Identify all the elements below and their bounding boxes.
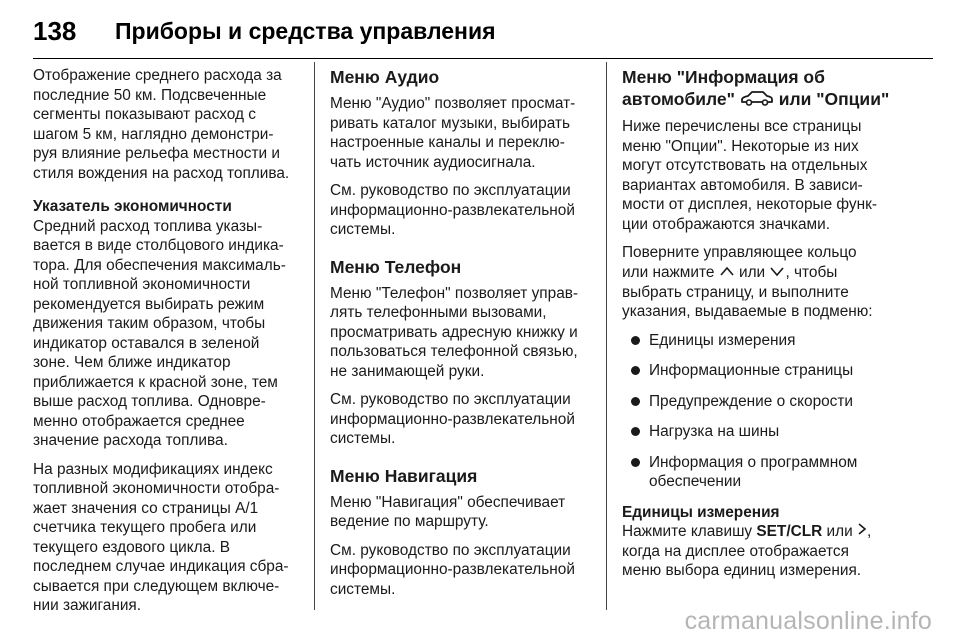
watermark: carmanualsonline.info	[684, 607, 932, 635]
list-item: Нагрузка на шины	[622, 422, 892, 442]
bullet-icon	[631, 427, 640, 436]
eco-indicator-heading: Указатель экономичности	[33, 198, 232, 215]
page-number: 138	[33, 16, 77, 46]
navigation-menu-heading: Меню Навигация	[330, 465, 478, 486]
chevron-down-icon	[769, 263, 785, 283]
audio-reference-paragraph: См. руководство по эксплуатации информационно-развлекательной системы.	[330, 182, 575, 238]
list-item: Информационные страницы	[622, 361, 892, 381]
page-header	[33, 0, 933, 59]
column-2	[330, 66, 592, 608]
bullet-icon	[631, 397, 640, 406]
vehicle-info-menu-heading: Меню "Информация об автомобиле" или "Опции"	[622, 66, 892, 111]
chevron-right-icon	[857, 522, 867, 542]
navigation-menu-paragraph: Меню "Навигация" обеспечивает ведение по маршруту.	[330, 493, 566, 530]
submenu-list	[622, 331, 892, 492]
phone-reference-paragraph: См. руководство по эксплуатации информационно-развлекательной системы.	[330, 391, 575, 447]
set-clr-button-label: SET/CLR	[756, 523, 823, 541]
audio-menu-paragraph: Меню "Аудио" позволяет просмат- ривать каталог музыки, выбирать настроенные каналы и переклю- чать источник аудиосигнала.	[330, 95, 576, 171]
column-divider-1	[314, 62, 315, 610]
bullet-icon	[631, 366, 640, 375]
intro-paragraph: Отображение среднего расхода за последние 50 км. Подсвеченные сегменты показывают расход с шагом 5 км, наглядно демонстри- руя влияние рельефа местности и стиля вождения на расход топлива.	[33, 67, 290, 182]
chevron-up-icon	[719, 263, 735, 283]
audio-menu-heading: Меню Аудио	[330, 67, 440, 87]
column-1	[33, 66, 301, 625]
vehicle-info-paragraph: Ниже перечислены все страницы меню "Опции". Некоторые из них могут отсутствовать на отдельных вариантах автомобиля. В зависи- мости от дисплея, некоторые функ- ции отображаются значками.	[622, 118, 877, 233]
eco-indicator-paragraph: Средний расход топлива указы- вается в виде столбцового индика- тора. Для обеспечения максималь- ной топливной экономичности рекомендуется выбирать режим движения таким образом, чтобы индикатор оставался в зеленой зоне. Чем ближе индикатор приближается к красной зоне, тем выше расход топлива. Одновре- менно отображается среднее значение расхода топлива.	[33, 217, 286, 449]
list-item: Предупреждение о скорости	[622, 392, 892, 412]
variants-paragraph: На разных модификациях индекс топливной экономичности отобра- жает значения со страницы A/1 счетчика текущего пробега или текущего ездового цикла. В последнем случае индикация сбра- сывается при следующем включе- нии зажигания.	[33, 460, 289, 614]
list-item: Единицы измерения	[622, 331, 892, 351]
phone-menu-paragraph: Меню "Телефон" позволяет управ- лять телефонными вызовами, просматривать адресную книжку и пользоваться телефонной связью, не занимающей руки.	[330, 284, 579, 380]
navigation-reference-paragraph: См. руководство по эксплуатации информационно-развлекательной системы.	[330, 541, 575, 598]
page-title: Приборы и средства управления	[115, 18, 496, 44]
list-item: Информация о программном обеспечении	[622, 453, 892, 492]
column-divider-2	[606, 62, 607, 610]
phone-menu-heading: Меню Телефон	[330, 256, 462, 277]
bullet-icon	[631, 458, 640, 467]
rotate-control-paragraph: Поверните управляющее кольцо или нажмите или , чтобы выбрать страницу, и выполните указания, выдаваемые в подменю:	[622, 244, 873, 321]
column-3	[622, 66, 892, 590]
bullet-icon	[631, 336, 640, 345]
units-heading: Единицы измерения	[622, 503, 780, 521]
car-icon	[740, 89, 774, 111]
units-paragraph: Нажмите клавишу SET/CLR или , когда на дисплее отображается меню выбора единиц измерения.	[622, 523, 872, 580]
